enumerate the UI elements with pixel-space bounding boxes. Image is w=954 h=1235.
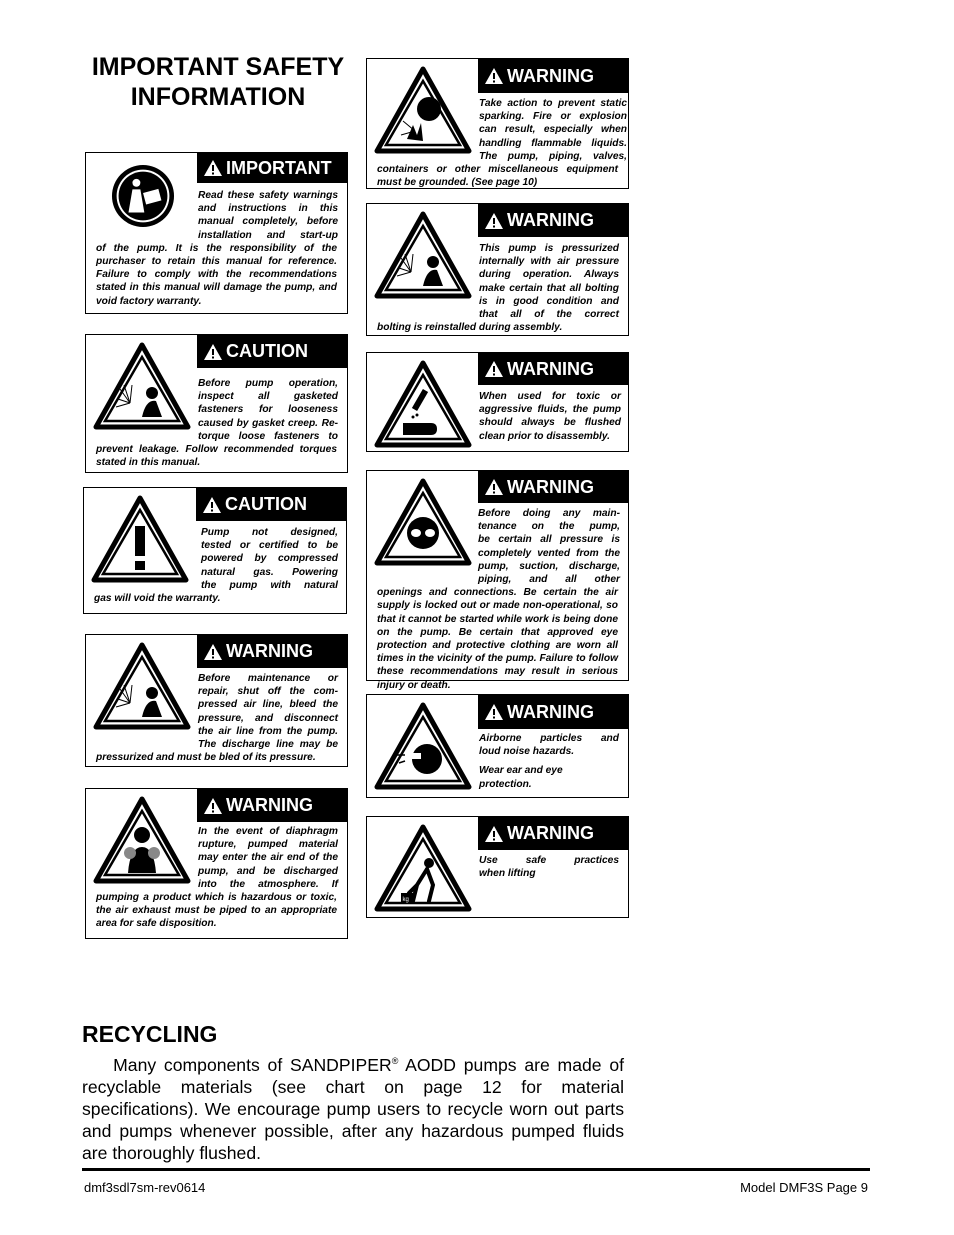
notice-header bbox=[197, 335, 347, 368]
notice-text bbox=[479, 242, 619, 321]
exclamation-icon bbox=[90, 494, 190, 584]
document-code: dmf3sdl7sm-rev0614 bbox=[84, 1180, 206, 1195]
air-line-spray-icon bbox=[92, 641, 192, 731]
notice-label: CAUTION bbox=[225, 494, 307, 514]
notice-line: make certain that all bolting bbox=[479, 282, 619, 294]
warning-icon bbox=[484, 212, 504, 230]
lifting-icon bbox=[373, 823, 473, 913]
notice-text bbox=[198, 825, 338, 891]
notice-line: manual completely, before bbox=[198, 216, 338, 228]
warning-icon bbox=[203, 159, 223, 177]
notice-line: sparking. Fire or explosion bbox=[479, 111, 627, 123]
notice-tail-text: pressurized and must be bled of its pressure. bbox=[96, 752, 316, 764]
notice-line: the air line from the pump. bbox=[198, 725, 338, 737]
notice-header bbox=[197, 789, 347, 822]
notice-line: clean prior to disassembly. bbox=[479, 430, 610, 442]
notice-line: pump, and be discharged bbox=[198, 865, 338, 877]
notice-tail-text: pumping a product which is hazardous or toxic, the air exhaust must be piped to an appropriate area for safe disposition. bbox=[96, 892, 337, 930]
notice-line: pressed air line, bleed the bbox=[198, 699, 338, 711]
notice-text bbox=[198, 189, 338, 242]
notice-box-3 bbox=[83, 487, 347, 614]
notice-line: The pump, piping, valves, bbox=[479, 150, 627, 162]
warning-icon bbox=[484, 360, 504, 378]
notice-label: WARNING bbox=[507, 701, 594, 722]
explosion-icon bbox=[373, 65, 473, 155]
notice-line: inspect all gasketed bbox=[198, 391, 338, 403]
notice-header bbox=[478, 817, 628, 850]
notice-line: loud noise hazards. bbox=[479, 746, 575, 758]
footer-rule bbox=[82, 1168, 870, 1171]
notice-tail-text: prevent leakage. Follow recommended torques stated in this manual. bbox=[96, 444, 337, 469]
warning-icon bbox=[484, 825, 504, 843]
warning-icon bbox=[484, 67, 504, 85]
notice-tail-text: bolting is reinstalled during assembly. bbox=[377, 322, 563, 334]
toxic-exhaust-icon bbox=[92, 795, 192, 885]
warning-icon bbox=[484, 478, 504, 496]
notice-line: the pump with natural bbox=[201, 579, 338, 591]
notice-line: Airborne particles and bbox=[479, 733, 619, 744]
notice-header bbox=[478, 471, 628, 503]
notice-line: When used for toxic or bbox=[479, 391, 621, 402]
notice-line: internally with air pressure bbox=[479, 256, 619, 268]
notice-line: when lifting bbox=[479, 868, 536, 880]
notice-box-8 bbox=[366, 352, 629, 452]
notice-line: Before doing any main- bbox=[478, 508, 620, 519]
read-manual-icon bbox=[110, 163, 176, 229]
notice-line: piping, and all other bbox=[478, 574, 620, 586]
notice-tail-text: containers or other miscellaneous equipment must be grounded. (See page 10) bbox=[377, 164, 618, 189]
notice-line: is in good condition and bbox=[479, 295, 619, 307]
notice-line: completely vented from the bbox=[478, 547, 620, 559]
svg-text:kg: kg bbox=[402, 897, 409, 903]
notice-box-10 bbox=[366, 694, 629, 798]
notice-label: WARNING bbox=[226, 795, 313, 815]
notice-line: handling flammable liquids. bbox=[479, 137, 627, 149]
notice-text bbox=[479, 390, 621, 443]
notice-line: installation and start-up bbox=[198, 229, 338, 241]
notice-line: pump, suction, discharge, bbox=[478, 560, 620, 572]
notice-label: WARNING bbox=[226, 641, 313, 661]
pressure-spray-icon bbox=[92, 341, 192, 431]
notice-line: The discharge line may be bbox=[198, 739, 338, 751]
notice-tail-text: openings and connections. Be certain the air supply is locked out or made non-operational, so that it cannot be started while work is being done on the pump. Be certain that approved eye protection and protective clothing are worn all times in the vicinity of the pump. Failure to follow these recommendations may result in serious injury or death. bbox=[377, 587, 618, 691]
recycling-body: Many components of SANDPIPER® AODD pumps are made of recyclable materials (see chart on page 12 for material specifications). We encourage pump users to recycle worn out parts and pumps whenever possible, after any hazardous pumped fluids are thoroughly flushed. bbox=[82, 1054, 624, 1163]
notice-header bbox=[478, 695, 628, 729]
ear-eye-protection-icon bbox=[373, 701, 473, 791]
notice-label: WARNING bbox=[507, 65, 594, 86]
page-number: Model DMF3S Page 9 bbox=[740, 1180, 868, 1195]
notice-line: Read these safety warnings bbox=[198, 190, 338, 201]
notice-text bbox=[479, 97, 627, 163]
pressurized-spray-icon bbox=[373, 210, 473, 300]
notice-header bbox=[478, 204, 628, 237]
notice-label: WARNING bbox=[507, 210, 594, 230]
notice-line: Before pump operation, bbox=[198, 378, 338, 389]
notice-line: powered by compressed bbox=[201, 553, 338, 565]
notice-line: and instructions in this bbox=[198, 203, 338, 215]
notice-line: be certain all pressure is bbox=[478, 534, 620, 546]
notice-text bbox=[198, 377, 338, 443]
notice-line: can result, especially when bbox=[479, 124, 627, 136]
notice-label: WARNING bbox=[507, 476, 594, 497]
notice-text bbox=[478, 507, 620, 586]
warning-icon bbox=[202, 496, 222, 514]
notice-line: during operation. Always bbox=[479, 269, 619, 281]
notice-tail-text: gas will void the warranty. bbox=[94, 593, 221, 604]
notice-label: WARNING bbox=[507, 358, 594, 379]
notice-header bbox=[197, 635, 347, 668]
notice-header bbox=[478, 353, 628, 385]
notice-header bbox=[197, 153, 347, 183]
notice-line: Before maintenance or bbox=[198, 673, 338, 684]
notice-text bbox=[479, 732, 619, 791]
notice-text bbox=[479, 854, 619, 880]
warning-icon bbox=[203, 797, 223, 815]
recycling-heading: RECYCLING bbox=[82, 1021, 218, 1047]
notice-line: that all of the correct bbox=[479, 309, 619, 321]
warning-icon bbox=[203, 643, 223, 661]
notice-header bbox=[196, 488, 346, 521]
notice-box-2 bbox=[85, 334, 348, 473]
notice-header bbox=[478, 59, 628, 93]
notice-box-11 bbox=[366, 816, 629, 918]
notice-line: torque loose fasteners to bbox=[198, 430, 338, 442]
warning-icon bbox=[484, 703, 504, 721]
notice-line: Wear ear and eye bbox=[479, 765, 563, 777]
notice-box-1 bbox=[85, 152, 348, 314]
notice-label: CAUTION bbox=[226, 341, 308, 361]
notice-line: pressure, and disconnect bbox=[198, 712, 338, 724]
notice-text bbox=[201, 526, 338, 592]
notice-line: caused by gasket creep. Re- bbox=[198, 417, 338, 429]
notice-line: Take action to prevent static bbox=[479, 98, 627, 109]
notice-line: natural gas. Powering bbox=[201, 566, 338, 578]
notice-box-4 bbox=[85, 634, 348, 767]
notice-line: protection. bbox=[479, 778, 532, 790]
notice-line: fasteners for looseness bbox=[198, 404, 338, 416]
notice-label: IMPORTANT bbox=[226, 157, 332, 178]
notice-box-6 bbox=[366, 58, 629, 189]
notice-box-9 bbox=[366, 470, 629, 691]
page-title: IMPORTANT SAFETY INFORMATION bbox=[91, 53, 345, 111]
notice-line: repair, shut off the com- bbox=[198, 686, 338, 698]
notice-line: tenance on the pump, bbox=[478, 521, 620, 533]
notice-label: WARNING bbox=[507, 823, 594, 843]
corrosive-hand-icon bbox=[373, 359, 473, 449]
notice-line: In the event of diaphragm bbox=[198, 826, 338, 837]
notice-line: should always be flushed bbox=[479, 417, 621, 429]
notice-line: rupture, pumped material bbox=[198, 839, 338, 851]
notice-text bbox=[198, 672, 338, 751]
face-shield-icon bbox=[373, 477, 473, 567]
notice-line: Pump not designed, bbox=[201, 527, 338, 538]
notice-box-5 bbox=[85, 788, 348, 939]
notice-line: aggressive fluids, the pump bbox=[479, 404, 621, 416]
notice-line: may enter the air end of the bbox=[198, 852, 338, 864]
notice-tail-text: of the pump. It is the responsibility of the purchaser to retain this manual for reference. Failure to comply with the recommendations stated in this manual will damage the pump, and void factory warranty. bbox=[96, 242, 337, 307]
notice-line: into the atmosphere. If bbox=[198, 878, 338, 890]
notice-line: This pump is pressurized bbox=[479, 243, 619, 254]
notice-line: tested or certified to be bbox=[201, 540, 338, 552]
warning-icon bbox=[203, 343, 223, 361]
notice-box-7 bbox=[366, 203, 629, 336]
notice-line: Use safe practices bbox=[479, 855, 619, 866]
